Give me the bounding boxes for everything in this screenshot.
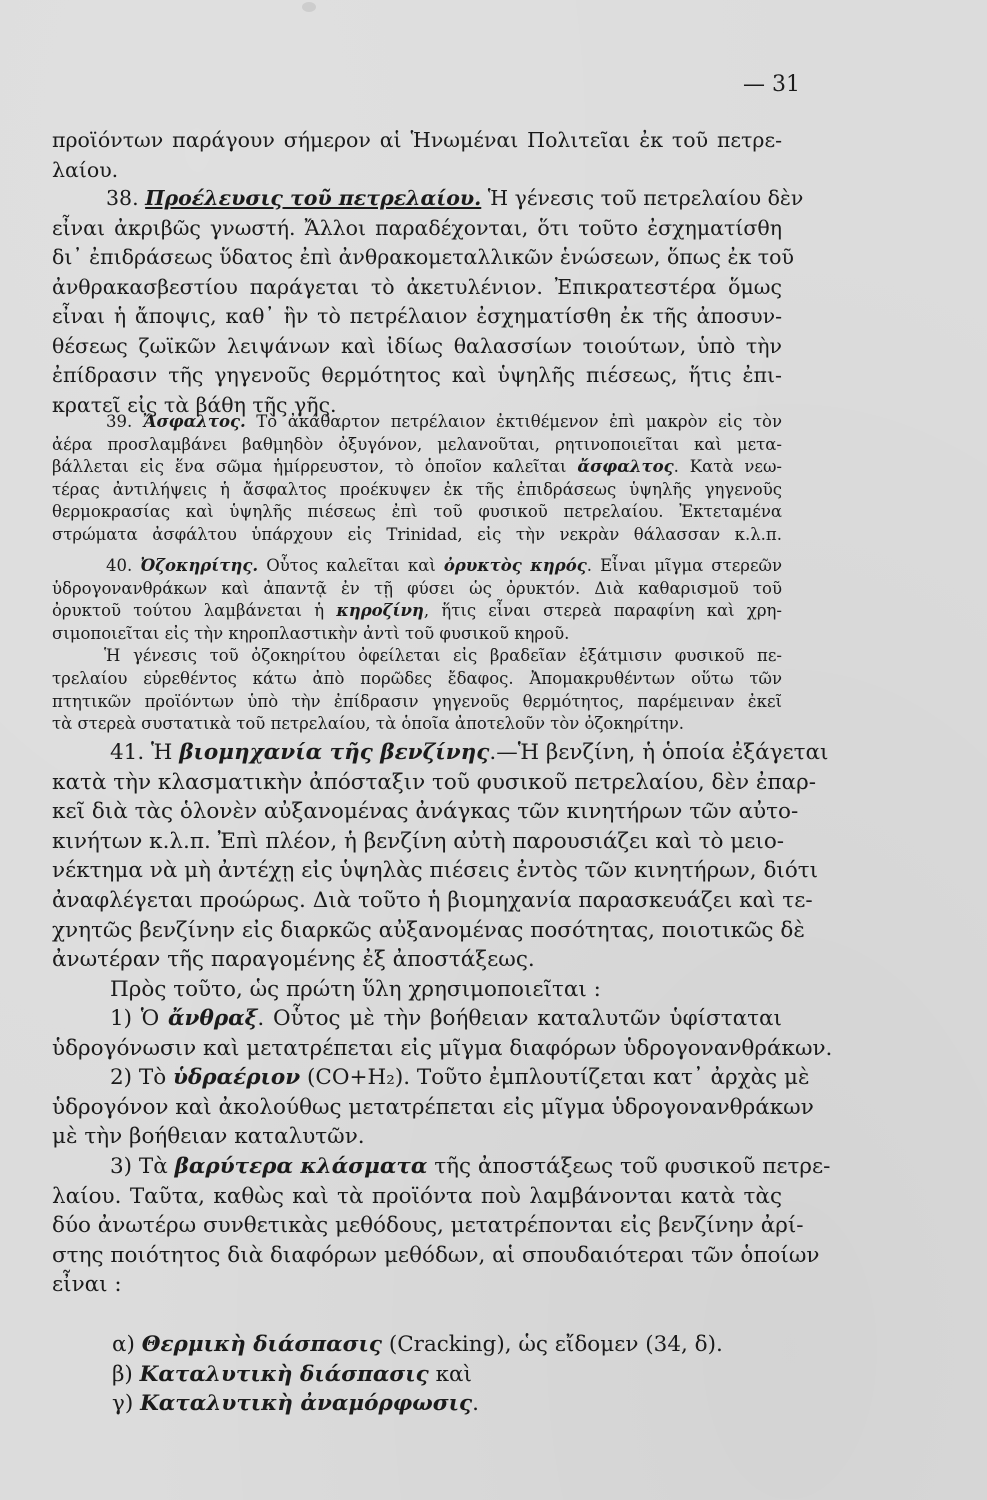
term: κηροζίνη <box>336 601 424 621</box>
lettered-list <box>112 1330 772 1419</box>
term: βαρύτερα κλάσματα <box>174 1153 428 1179</box>
text-line: ἀναφλέγεται προώρως. Διὰ τοῦτο ἡ βιομηχανία παρασκευάζει καὶ τε- <box>52 887 813 913</box>
section-number: 40. <box>106 556 141 575</box>
text-fragment: . Εἶναι μῖγμα στερεῶν <box>586 556 782 575</box>
text-line: θέσεως ζωϊκῶν λειψάνων καὶ ἰδίως θαλασσίων τοιούτων, ὑπὸ τὴν <box>52 333 782 358</box>
term: Καταλυτικὴ ἀναμόρφωσις <box>140 1391 473 1417</box>
text-line: σιμοποιεῖται εἰς τὴν κηροπλαστικὴν ἀντὶ τοῦ φυσικοῦ κηροῦ. <box>52 623 570 643</box>
text-line: ἀνθρακασβεστίου παράγεται τὸ ἀκετυλένιον. Ἐπικρατεστέρα ὅμως <box>52 274 782 299</box>
text-fragment: . Κατὰ νεω- <box>673 457 782 477</box>
text-line: στρώματα ἀσφάλτου ὑπάρχουν εἰς Trinidad, εἰς τὴν νεκρὰν θάλασσαν κ.λ.π. <box>52 524 782 544</box>
list-item <box>112 1360 772 1390</box>
text-line: κεῖ διὰ τὰς ὁλονὲν αὐξανομένας ἀνάγκας τῶν κινητήρων τῶν αὐτο- <box>52 799 799 825</box>
text-line: τὰ στερεὰ συστατικὰ τοῦ πετρελαίου, τὰ ὁποῖα ἀποτελοῦν τὸν ὀζοκηρίτην. <box>52 714 685 734</box>
list-item <box>52 1152 831 1182</box>
text-line: χνητῶς βενζίνην εἰς διαρκῶς αὐξανομένας ποσότητας, ποιοτικῶς δὲ <box>52 917 805 943</box>
text-line: ἐπίδρασιν τῆς γηγενοῦς θερμότητος καὶ ὑψηλῆς πιέσεως, ἥτις ἐπι- <box>52 363 782 387</box>
scan-speck <box>590 370 596 376</box>
text-line: εἶναι ἡ ἄποψις, καθ᾽ ἣν τὸ πετρέλαιον ἐσχηματίσθη ἐκ τῆς ἀποσυν- <box>52 304 782 328</box>
text-line: κατὰ τὴν κλασματικὴν ἀπόσταξιν τοῦ φυσικοῦ πετρελαίου, δὲν ἐπαρ- <box>52 769 816 795</box>
text-fragment: . <box>472 1391 479 1417</box>
text-line: λαίου. <box>52 157 119 182</box>
section-title: Ὀζοκηρίτης. <box>140 556 259 575</box>
text-line: δι᾽ ἐπιδράσεως ὕδατος ἐπὶ ἀνθρακομεταλλικῶν ἑνώσεων, ὅπως ἐκ τοῦ <box>52 245 794 269</box>
text-fragment: τῆς ἀποστάξεως τοῦ φυσικοῦ πετρε- <box>427 1153 831 1179</box>
section-38 <box>52 184 804 420</box>
text-line: εἶναι : <box>52 1272 122 1298</box>
term: Θερμικὴ διάσπασις <box>141 1332 382 1357</box>
scan-speck <box>302 2 316 12</box>
text-fragment: . Οὗτος μὲ τὴν βοήθειαν καταλυτῶν ὑφίσταται <box>257 1006 782 1031</box>
term: ἄσφαλτος <box>577 457 674 477</box>
text-fragment: Τὸ ἀκάθαρτον πετρέλαιον ἐκτιθέμενον ἐπὶ μακρὸν εἰς τὸν <box>245 412 782 431</box>
term: Καταλυτικὴ διάσπασις <box>139 1361 429 1387</box>
text-line: τέρας ἀντιλήψεις ἡ ἄσφαλτος προέκυψεν ἐκ τῆς ἐπιδράσεως ὑψηλῆς γηγενοῦς <box>52 479 782 499</box>
text-fragment: Ἡ γένεσις τοῦ πετρελαίου δὲν <box>481 186 804 210</box>
list-item <box>112 1389 772 1419</box>
text-line: πτητικῶν προϊόντων ὑπὸ τὴν ἐπίδρασιν γηγενοῦς θερμότητος, παρέμειναν ἐκεῖ <box>52 691 782 711</box>
list-marker: 2) Τὸ <box>110 1065 174 1091</box>
text-line: κρατεῖ εἰς τὰ βάθη τῆς γῆς. <box>52 392 337 417</box>
section-number: 39. <box>106 412 143 431</box>
list-item <box>52 1004 782 1034</box>
text-line: ὑδρογόνον καὶ ἀκολούθως μετατρέπεται εἰς μῖγμα ὑδρογονανθράκων <box>52 1094 814 1120</box>
list-marker: α) <box>112 1332 142 1357</box>
text-line: στης ποιότητος διὰ διαφόρων μεθόδων, αἱ σπουδαιότεραι τῶν ὁποίων <box>52 1242 820 1268</box>
text-line: λαίου. Ταῦτα, καθὼς καὶ τὰ προϊόντα ποὺ λαμβάνονται κατὰ τὰς <box>52 1183 782 1209</box>
text-line: κινήτων κ.λ.π. Ἐπὶ πλέον, ἡ βενζίνη αὐτὴ παρουσιάζει καὶ τὸ μειο- <box>52 828 785 854</box>
text-fragment: Ἡ <box>151 740 180 765</box>
text-fragment: (CO+H₂). Τοῦτο ἐμπλουτίζεται κατ᾽ ἀρχὰς μὲ <box>300 1065 810 1091</box>
list-marker: γ) <box>112 1391 141 1417</box>
text-line: εἶναι ἀκριβῶς γνωστή. Ἄλλοι παραδέχονται, ὅτι τοῦτο ἐσχηματίσθη <box>52 215 782 240</box>
list-marker: 1) Ὁ <box>110 1006 169 1031</box>
numbered-list <box>52 1004 833 1300</box>
text-fragment: , ἥτις εἶναι στερεὰ παραφίνη καὶ χρη- <box>423 601 783 621</box>
text-line: προϊόντων παράγουν σήμερον αἱ Ἡνωμέναι Πολιτεῖαι ἐκ τοῦ πετρε- <box>52 128 782 152</box>
text-line: Πρὸς τοῦτο, ὡς πρώτη ὕλη χρησιμοποιεῖται : <box>110 976 601 1002</box>
section-39 <box>52 411 782 547</box>
section-title: Προέλευσις τοῦ πετρελαίου. <box>145 186 482 210</box>
text-fragment: βάλλεται εἰς ἕνα σῶμα ἡμίρρευστον, τὸ ὁποῖον καλεῖται <box>52 457 578 477</box>
text-line <box>52 456 782 479</box>
term: ὀρυκτὸς κηρός <box>443 556 587 575</box>
text-line: ὑδρογονανθράκων καὶ ἀπαντᾷ ἐν τῇ φύσει ὡς ὀρυκτόν. Διὰ καθαρισμοῦ τοῦ <box>52 578 782 598</box>
section-heading-line <box>52 555 782 578</box>
term: ὑδραέριον <box>173 1065 301 1091</box>
text-fragment: .—Ἡ βενζίνη, ἡ ὁποία ἐξάγεται <box>489 740 829 765</box>
text-line: ὑδρογόνωσιν καὶ μετατρέπεται εἰς μῖγμα διαφόρων ὑδρογονανθράκων. <box>52 1035 833 1061</box>
text-line: δύο ἀνωτέρω συνθετικὰς μεθόδους, μετατρέπονται εἰς βενζίνην ἀρί- <box>52 1213 804 1239</box>
list-item <box>52 1063 810 1093</box>
term: ἄνθραξ <box>168 1006 258 1031</box>
text-fragment: Οὗτος καλεῖται καὶ <box>258 556 444 575</box>
paragraph-continuation <box>52 126 782 185</box>
text-line: ἀνωτέραν τῆς παραγομένης ἐξ ἀποστάξεως. <box>52 947 535 973</box>
list-marker: 3) Τὰ <box>110 1153 175 1179</box>
text-line: τρελαίου εὑρεθέντος κάτω ἀπὸ πορῶδες ἔδαφος. Ἀπομακρυθέντων οὕτω τῶν <box>52 668 782 688</box>
text-line: ἀέρα προσλαμβάνει βαθμηδὸν ὀξυγόνον, μελανοῦται, ρητινοποιεῖται καὶ μετα- <box>52 434 782 454</box>
list-item <box>112 1330 772 1360</box>
text-line: μὲ τὴν βοήθειαν καταλυτῶν. <box>52 1124 365 1150</box>
text-fragment: καὶ <box>428 1361 472 1387</box>
text-line: νέκτημα νὰ μὴ ἀντέχῃ εἰς ὑψηλὰς πιέσεις ἐντὸς τῶν κινητήρων, διότι <box>52 858 819 884</box>
page-number: — 31 <box>743 72 800 97</box>
section-number: 41. <box>110 740 152 765</box>
text-fragment: (Cracking), ὡς εἴδομεν (34, δ). <box>382 1332 723 1357</box>
text-line: θερμοκρασίας καὶ ὑψηλῆς πιέσεως ἐπὶ τοῦ φυσικοῦ πετρελαίου. Ἐκτεταμένα <box>52 502 782 522</box>
section-number: 38. <box>106 186 146 210</box>
text-fragment: ὀρυκτοῦ τούτου λαμβάνεται ἡ <box>52 601 337 621</box>
section-title: Ἄσφαλτος. <box>142 412 246 431</box>
text-line: Ἡ γένεσις τοῦ ὀζοκηρίτου ὀφείλεται εἰς βραδεῖαν ἐξάτμισιν φυσικοῦ πε- <box>104 646 782 666</box>
section-heading-line <box>52 184 804 214</box>
section-heading-line <box>52 738 829 768</box>
section-41 <box>52 738 829 1004</box>
section-40 <box>52 555 782 736</box>
section-heading-line <box>52 411 782 434</box>
list-marker: β) <box>112 1361 140 1387</box>
text-line <box>52 600 782 623</box>
section-title: βιομηχανία τῆς βενζίνης <box>179 740 490 765</box>
